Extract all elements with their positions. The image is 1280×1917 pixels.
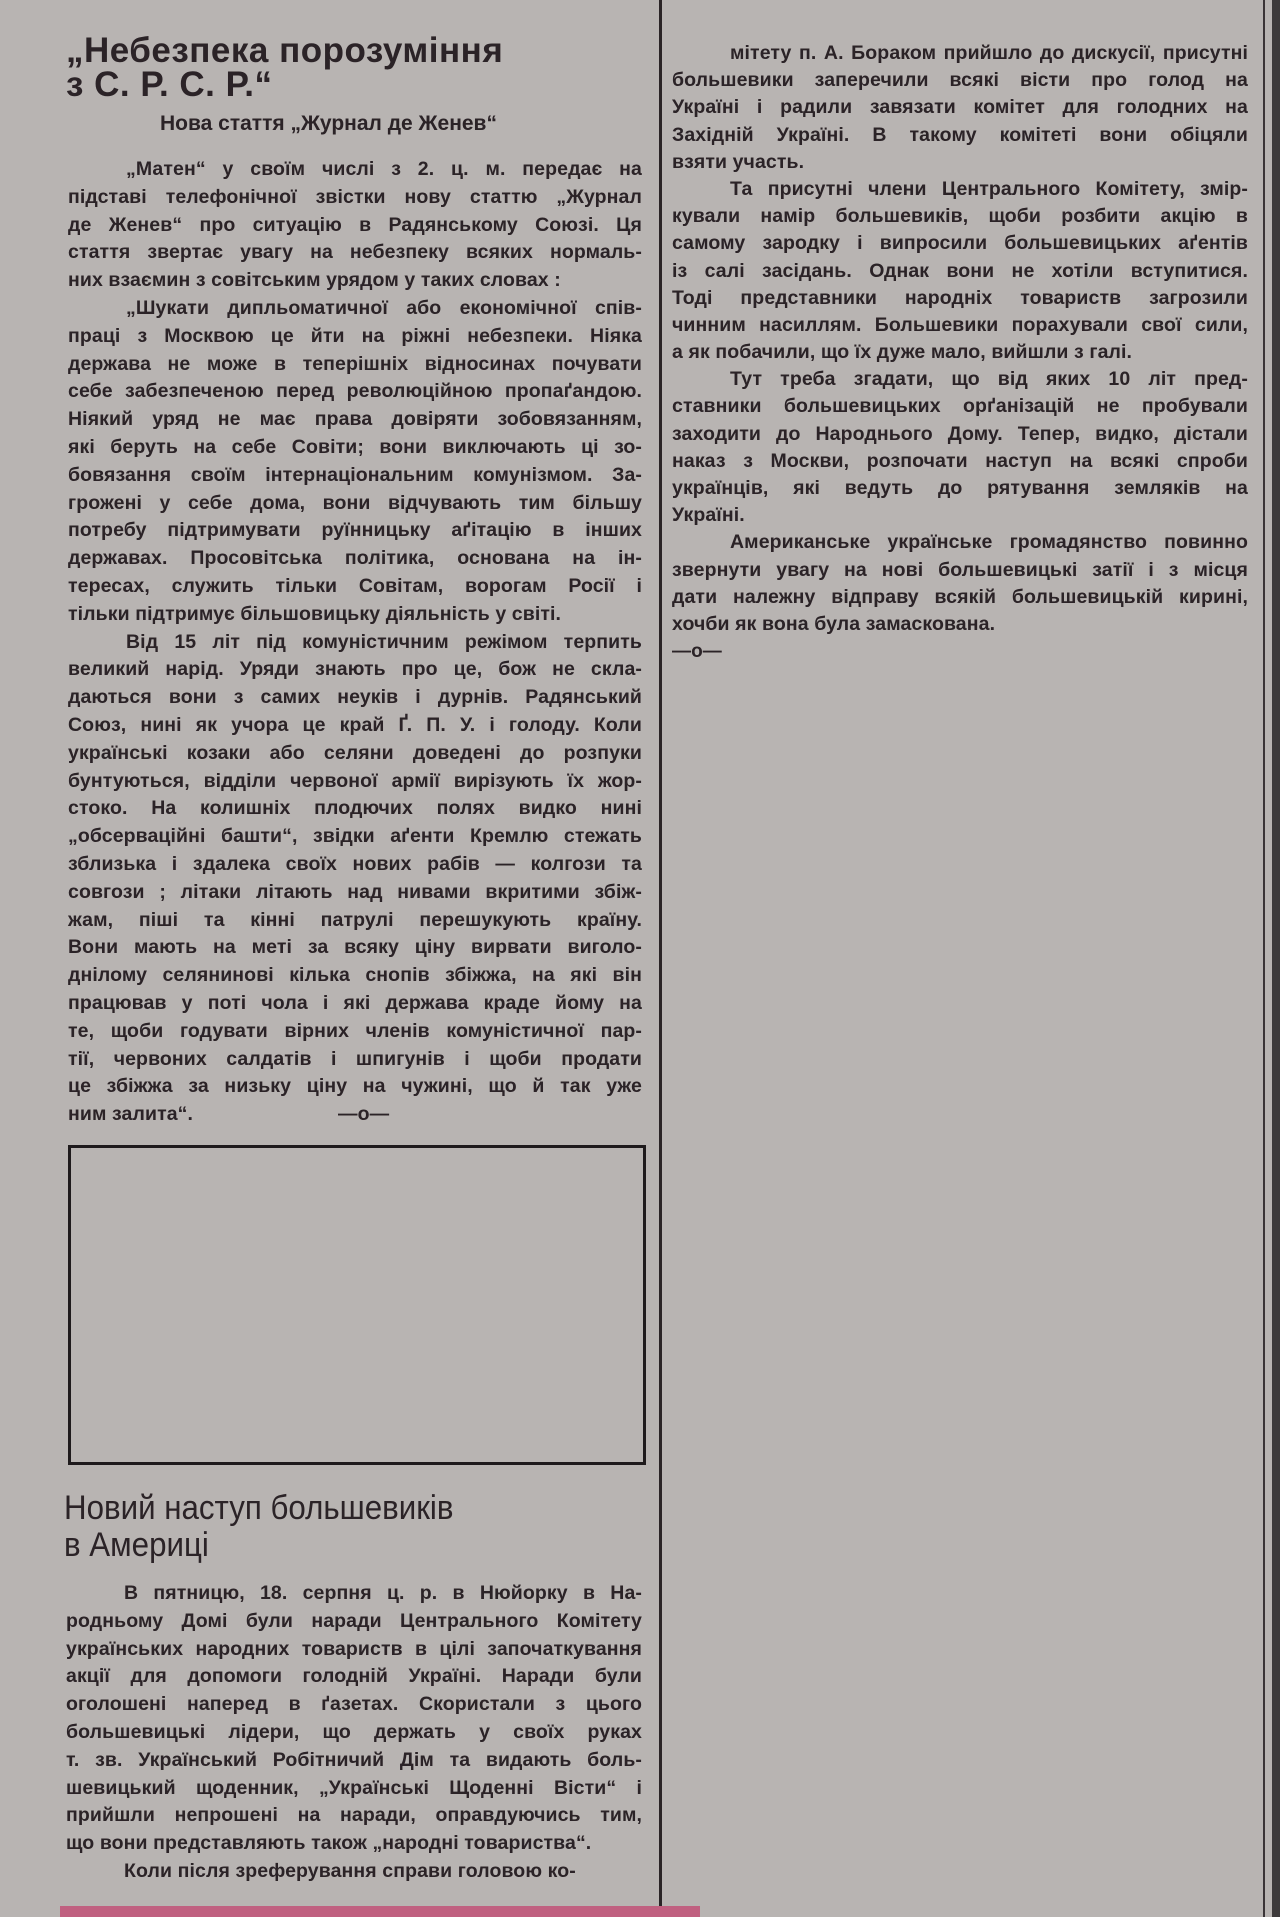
- text-line: ставники большевицьких орґанізацій не пробували: [672, 395, 1248, 418]
- text-line: Від 15 літ під комуністичним режімом терпить: [126, 630, 642, 653]
- text-line: В пятницю, 18. серпня ц. р. в Нюйорку в На-: [124, 1582, 642, 1604]
- text-line: держава не може в теперішніх відносинах почувати: [68, 352, 642, 375]
- article2-title-line: в Америці: [64, 1526, 209, 1564]
- text-line: самому зародку і випросили большевицьких аґентів: [672, 232, 1248, 255]
- text-line: заходити до Народнього Дому. Тепер, видко, дістали: [672, 422, 1248, 445]
- text-line: державах. Просовітська політика, основана на ін-: [68, 547, 642, 570]
- text-line: днілому селянинові кілька снопів збіжжа, на які він: [68, 964, 642, 987]
- text-line: зблизька і здалека своїх нових рабів — колгози та: [68, 852, 642, 875]
- text-line: праці з Москвою це йти на ріжні небезпеки. Ніяка: [68, 324, 642, 347]
- text-line: те, щоби годувати вірних членів комуністичної пар-: [68, 1019, 642, 1042]
- text-line: Вони мають на меті за всяку ціну вирвати виголо-: [68, 936, 642, 959]
- article1-body: [68, 156, 642, 1129]
- text-line: оголошені наперед в ґазетах. Скористали з цього: [66, 1693, 642, 1716]
- article1-subtitle: Нова стаття „Журнал де Женев“: [160, 112, 497, 135]
- text-line: прийшли непрошені на наради, оправдуючись тим,: [66, 1804, 642, 1827]
- bottom-edge-strip: [60, 1906, 700, 1917]
- text-line: бовязання своїм інтернаціональним комунізмом. За-: [68, 463, 642, 486]
- article1-title-line: „Небезпека порозуміння: [66, 31, 504, 70]
- text-line: совгози ; літаки літають над нивами вкритими збіж-: [68, 880, 642, 903]
- text-line: Коли після зреферування справи головою ко-: [124, 1859, 576, 1882]
- text-line: звернути увагу на нові большевицькі затії і з місця: [672, 558, 1248, 581]
- text-line: наказ з Москви, розпочати наступ на всякі спроби: [672, 449, 1248, 472]
- article1-title: [66, 31, 504, 104]
- text-line: Західній Україні. В такому комітеті вони обіцяли: [672, 123, 1248, 146]
- text-line: підставі телефонічної звістки нову статтю „Журнал: [68, 185, 642, 208]
- text-line: мітету п. А. Бораком прийшло до дискусії, присутні: [730, 42, 1248, 64]
- page-edge: [1272, 0, 1280, 1917]
- article2-body-right: [672, 40, 1248, 665]
- text-line: потребу підтримувати руїнницьку аґітацію в інших: [68, 519, 642, 542]
- article1-title-line: з С. Р. С. Р.“: [66, 65, 273, 104]
- text-line: „Матен“ у своїм числі з 2. ц. м. передає на: [126, 158, 642, 180]
- article2-title-line: Новий наступ большевиків: [64, 1489, 454, 1527]
- text-line: родньому Домі були наради Центрального Комітету: [66, 1609, 642, 1632]
- text-line: стоко. На колишніх плодючих полях видко нині: [68, 797, 642, 820]
- text-line: тересах, служить тільки Совітам, ворогам Росії і: [68, 574, 642, 597]
- text-line: із салі засідань. Однак вони не хотіли вступитися.: [672, 259, 1248, 282]
- text-line: Тут треба згадати, що від яких 10 літ пред-: [730, 368, 1248, 391]
- text-line: працював у поті чола і які держава краде йому на: [68, 991, 642, 1014]
- end-mark: —о—: [672, 641, 722, 663]
- text-line: них взаємин з совітським урядом у таких словах :: [68, 269, 561, 292]
- text-line: Україні і радили завязати комітет для голодних на: [672, 96, 1248, 119]
- right-column-rule: [1263, 0, 1265, 1917]
- text-line: кували намір большевиків, щоби розбити акцію в: [672, 205, 1248, 228]
- text-line: Американське українське громадянство повинно: [730, 531, 1248, 554]
- text-line: жам, піші та кінні патрулі перешукують країну.: [68, 908, 642, 931]
- text-line: Тоді представники народніх товариств загрозили: [672, 286, 1248, 309]
- text-line: грожені у себе дома, вони відчувають тим більшу: [68, 491, 642, 514]
- text-line: а як побачили, що їх дуже мало, вийшли з галі.: [672, 341, 1133, 364]
- text-line: ним залита“. —о—: [68, 1101, 642, 1129]
- text-line: бунтуються, відділи червоної армії вирізують їх жор-: [68, 769, 642, 792]
- text-line: це збіжжа за низьку ціну на чужині, що й так уже: [68, 1075, 642, 1098]
- text-line: взяти участь.: [672, 150, 805, 173]
- text-line: себе забезпеченою перед революційною пропаґандою.: [68, 380, 642, 403]
- text-line: акції для допомоги голодній Україні. Наради були: [66, 1665, 642, 1688]
- text-line: дати належну відправу всякій большевицькій кирині,: [672, 585, 1248, 608]
- text-line: чинним насиллям. Большевики порахували свої сили,: [672, 313, 1248, 336]
- text-line: що вони представляють також „народні товариства“.: [66, 1832, 592, 1855]
- empty-frame-box: [68, 1145, 646, 1465]
- text-line: тільки підтримує більшовицьку діяльність у світі.: [68, 602, 562, 625]
- text-line: які беруть на себе Совіти; вони виключають ці зо-: [68, 435, 642, 458]
- text-line: „Шукати дипльоматичної або економічної спів-: [126, 296, 642, 319]
- article2-title: [64, 1490, 454, 1564]
- text-line: українські козаки або селяни доведені до розпуки: [68, 741, 642, 764]
- text-line: шевицький щоденник, „Українські Щоденні Вісти“ і: [66, 1776, 642, 1799]
- text-line: большевицькі лідери, що держать у своїх руках: [66, 1720, 642, 1743]
- text-line: Та присутні члени Центрального Комітету, змір-: [730, 177, 1248, 200]
- text-line: Ніякий уряд не має права довіряти зобовязанням,: [68, 408, 642, 431]
- article2-body-left: [66, 1580, 642, 1886]
- text-line: т. зв. Український Робітничий Дім та видають боль-: [66, 1748, 642, 1771]
- text-line: тії, червоних салдатів і шпигунів і щоби продати: [68, 1047, 642, 1070]
- text-line: хочби як вона була замаскована.: [672, 612, 996, 635]
- text-line: де Женев“ про ситуацію в Радянському Союзі. Ця: [68, 213, 642, 236]
- text-line: Союз, нині як учора це край Ґ. П. У. і голоду. Коли: [68, 713, 642, 736]
- text-line: большевики заперечили всякі вісти про голод на: [672, 69, 1248, 92]
- text-line: великий нарід. Уряди знають про це, бож не скла-: [68, 658, 642, 681]
- column-divider: [659, 0, 662, 1917]
- text-line: „обсерваційні башти“, звідки аґенти Кремлю стежать: [68, 825, 642, 848]
- text-line: українських народних товариств в цілі започаткування: [66, 1637, 642, 1660]
- end-mark: —о—: [338, 1103, 390, 1126]
- text-line: даються вони з самих неуків і дурнів. Радянський: [68, 686, 642, 709]
- text-line: стаття звертає увагу на небезпеку всяких нормаль-: [68, 241, 642, 264]
- text-line: Україні.: [672, 504, 745, 527]
- text-line: українців, які ведуть до рятування земляків на: [672, 477, 1248, 499]
